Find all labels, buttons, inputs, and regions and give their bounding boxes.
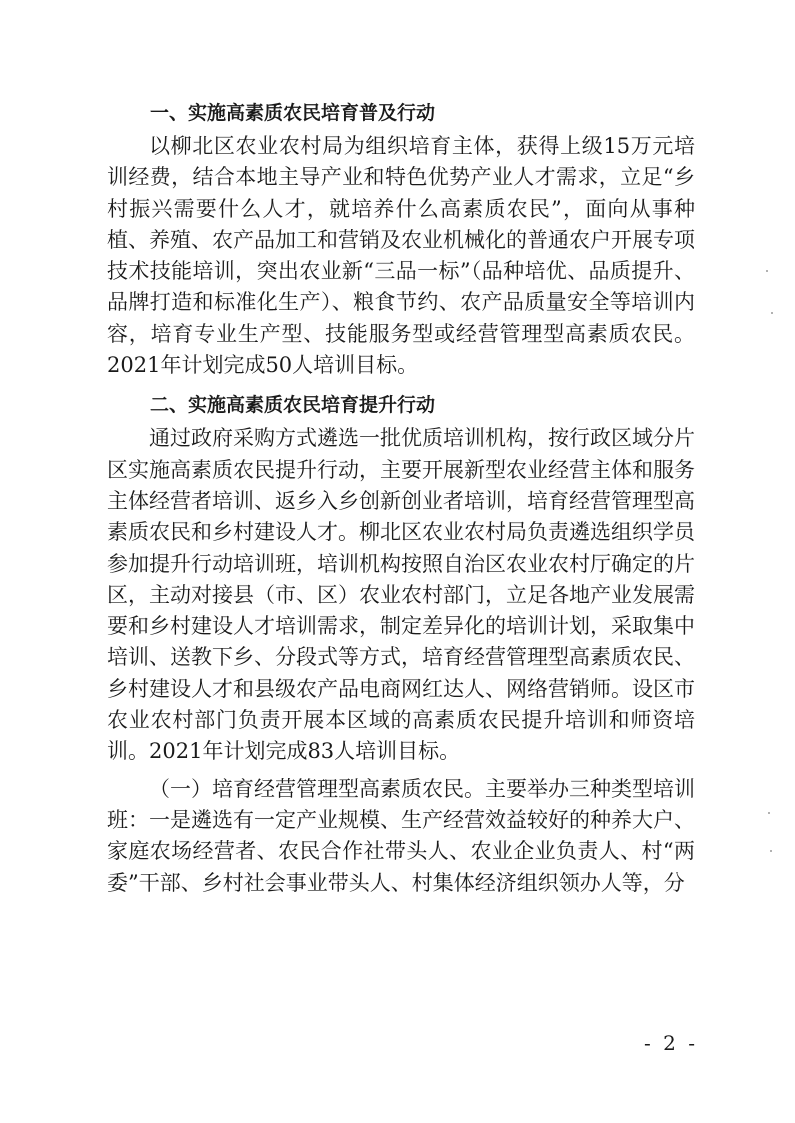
scan-speck (768, 812, 770, 814)
scan-speck (766, 270, 768, 272)
document-body (107, 95, 695, 905)
section-2-paragraph-2: （一）培育经营管理型高素质农民。主要举办三种类型培训班：一是遴选有一定产业规模、生产经营效益较好的种养大户、家庭农场经营者、农民合作社带头人、农业企业负责人、村“两委”干部、乡村社会事业带头人、村集体经济组织领办人等，分 (107, 776, 695, 895)
scan-speck (771, 312, 773, 314)
page-number: - 2 - (644, 1031, 698, 1055)
section-heading-2: 二、实施高素质农民培育提升行动 (150, 394, 436, 417)
scan-speck (770, 850, 772, 852)
section-heading-1: 一、实施高素质农民培育普及行动 (150, 102, 436, 124)
section-2-paragraph-1: 通过政府采购方式遴选一批优质培训机构，按行政区域分片区实施高素质农民提升行动，主要开展新型农业经营主体和服务主体经营者培训、返乡入乡创新创业者培训，培育经营管理型高素质农民和乡村建设人才。柳北区农业农村局负责遴选组织学员参加提升行动培训班，培训机构按照自治区农业农村厅确定的片区，主动对接县（市、区）农业农村部门，立足各地产业发展需要和乡村建设人才培训需求，制定差异化的培训计划，采取集中培训、送教下乡、分段式等方式，培育经营管理型高素质农民、乡村建设人才和县级农产品电商网红达人、网络营销师。设区市农业农村部门负责开展本区域的高素质农民提升培训和师资培训。2021年计划完成83人培训目标。 (107, 426, 695, 764)
section-1-paragraph-1: 以柳北区农业农村局为组织培育主体，获得上级15万元培训经费，结合本地主导产业和特色优势产业人才需求，立足“乡村振兴需要什么人才，就培养什么高素质农民”，面向从事种植、养殖、农产品加工和营销及农业机械化的普通农户开展专项技术技能培训，突出农业新“三品一标”（品种培优、品质提升、品牌打造和标准化生产）、粮食节约、农产品质量安全等培训内容，培育专业生产型、技能服务型或经营管理型高素质农民。2021年计划完成50人培训目标。 (107, 134, 695, 378)
